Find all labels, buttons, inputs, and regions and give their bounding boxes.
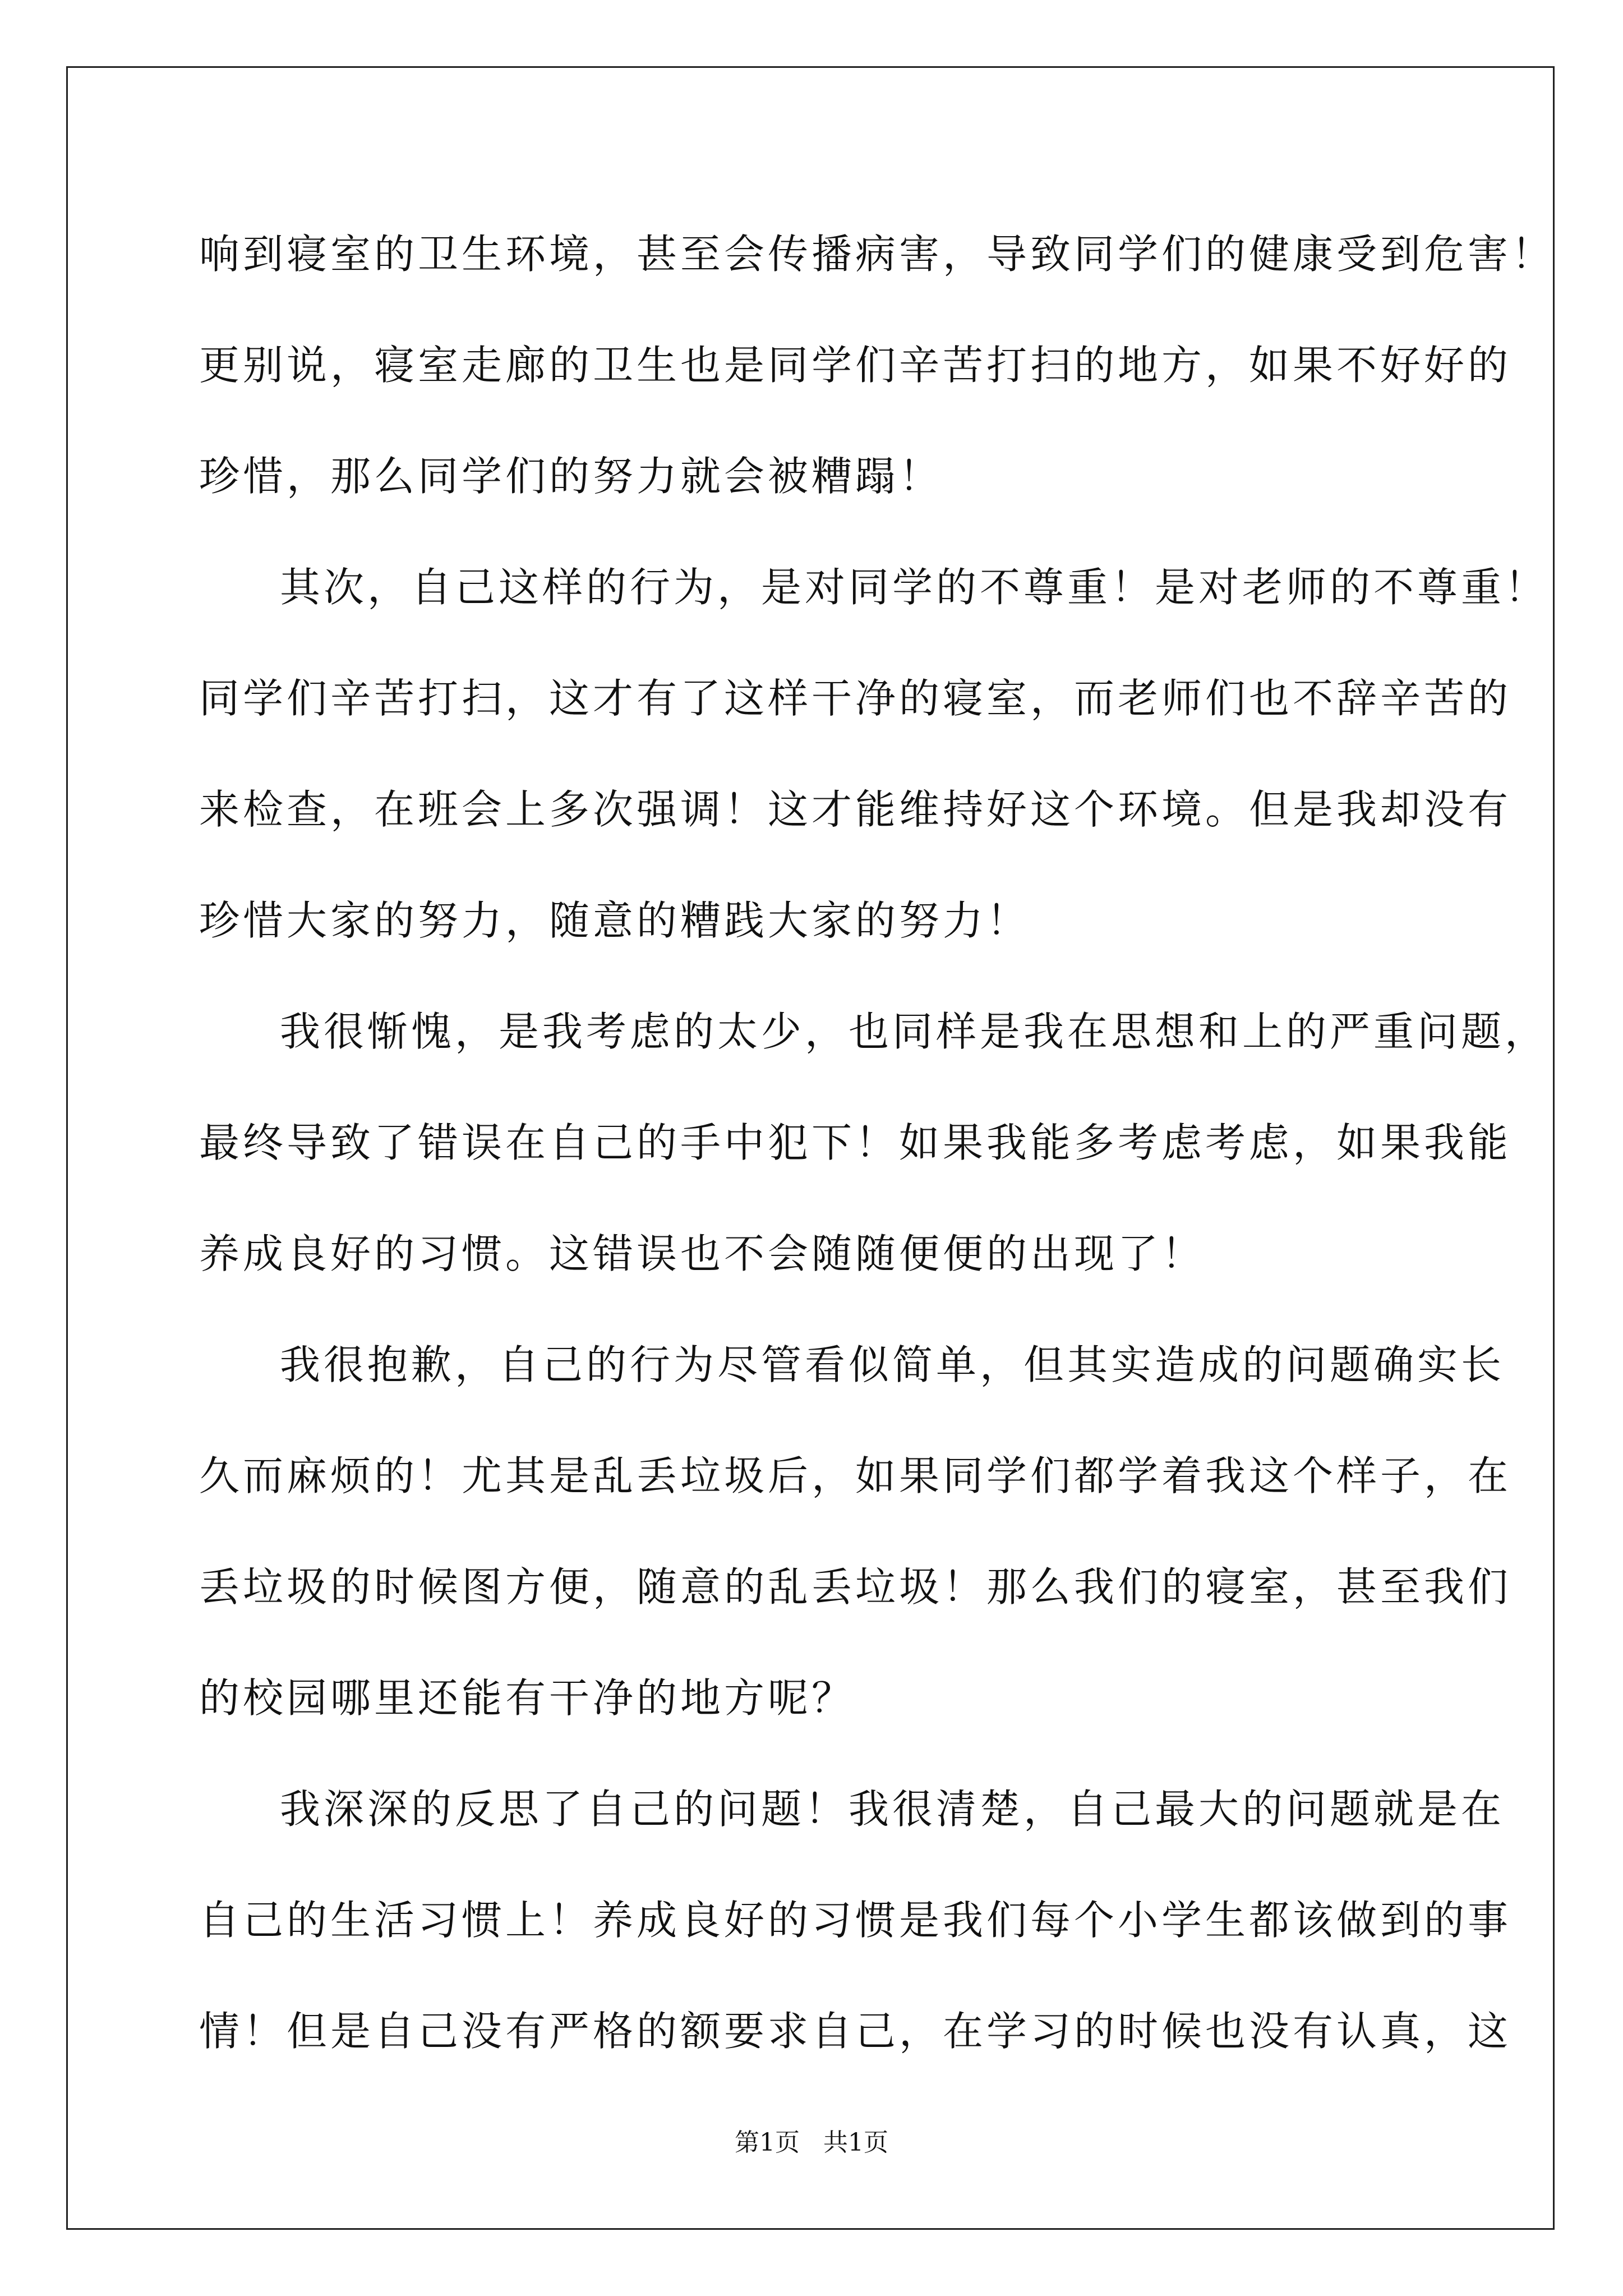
document-body <box>199 222 1556 2110</box>
text-line: 响到寝室的卫生环境，甚至会传播病害，导致同学们的健康受到危害！ <box>199 231 1556 278</box>
text-line: 来检查，在班会上多次强调！这才能维持好这个环境。但是我却没有 <box>199 786 1512 833</box>
text-line: 最终导致了错误在自己的手中犯下！如果我能多考虑考虑，如果我能 <box>199 1119 1512 1166</box>
text-line: 更别说，寝室走廊的卫生也是同学们辛苦打扫的地方，如果不好好的 <box>199 342 1512 389</box>
paragraph-start-line: 我很抱歉，自己的行为尽管看似简单，但其实造成的问题确实长 <box>280 1341 1505 1388</box>
paragraph-start-line: 我很惭愧，是我考虑的太少，也同样是我在思想和上的严重问题， <box>280 1008 1549 1055</box>
text-line: 丢垃圾的时候图方便，随意的乱丢垃圾！那么我们的寝室，甚至我们 <box>199 1563 1512 1611</box>
text-line: 的校园哪里还能有干净的地方呢？ <box>199 1674 856 1722</box>
text-line: 珍惜，那么同学们的努力就会被糟蹋！ <box>199 453 943 500</box>
text-line: 同学们辛苦打扫，这才有了这样干净的寝室，而老师们也不辞辛苦的 <box>199 675 1512 722</box>
text-line: 养成良好的习惯。这错误也不会随随便便的出现了！ <box>199 1230 1206 1277</box>
paragraph-start-line: 其次，自己这样的行为，是对同学的不尊重！是对老师的不尊重！ <box>280 564 1549 611</box>
text-line: 自己的生活习惯上！养成良好的习惯是我们每个小学生都该做到的事 <box>199 1897 1512 1944</box>
text-line: 久而麻烦的！尤其是乱丢垃圾后，如果同学们都学着我这个样子，在 <box>199 1452 1512 1499</box>
paragraph-start-line: 我深深的反思了自己的问题！我很清楚，自己最大的问题就是在 <box>280 1786 1505 1833</box>
page-number-footer: 第1页 共1页 <box>735 2128 888 2157</box>
text-line: 情！但是自己没有严格的额要求自己，在学习的时候也没有认真，这 <box>199 2008 1512 2055</box>
text-line: 珍惜大家的努力，随意的糟践大家的努力！ <box>199 897 1031 944</box>
